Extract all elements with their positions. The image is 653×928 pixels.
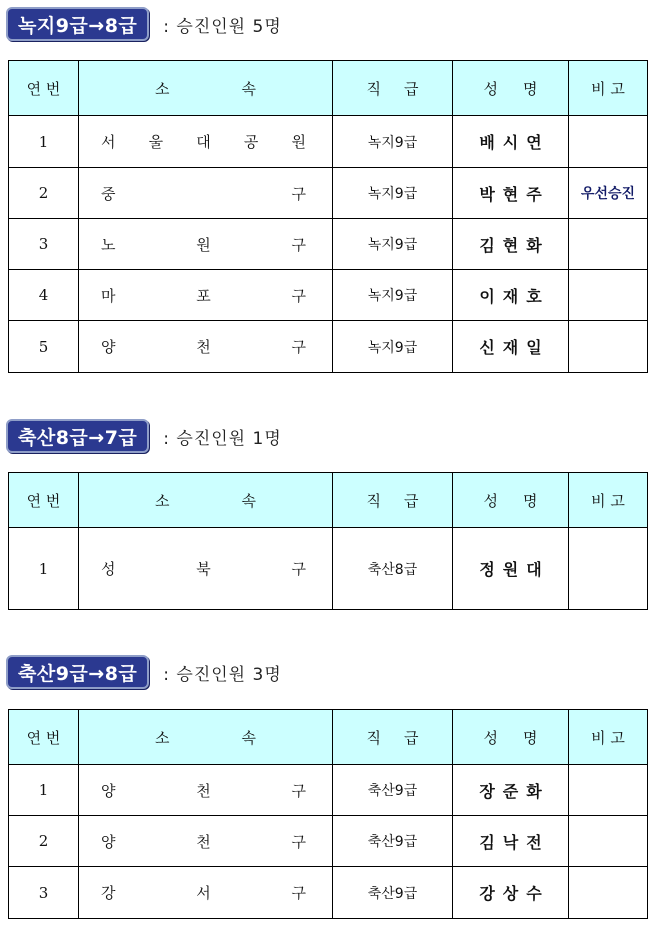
row-person-name <box>453 528 569 610</box>
row-note <box>569 116 648 168</box>
organization-name <box>79 183 332 204</box>
row-note <box>569 270 648 321</box>
row-grade-value: 녹지9급 <box>367 339 418 356</box>
table-header-row <box>9 61 648 116</box>
person-name-value: 박현주 <box>479 184 550 204</box>
row-grade <box>333 168 453 219</box>
header-name-label <box>453 78 568 99</box>
organization-char: 구 <box>291 338 306 356</box>
row-person-name <box>453 765 569 816</box>
header-no <box>9 61 79 116</box>
organization-name <box>79 882 332 903</box>
organization-char: 서 <box>196 884 211 902</box>
header-note <box>569 710 648 765</box>
organization-char: 서 <box>101 133 116 151</box>
header-note-label: 비 고 <box>591 728 625 747</box>
row-organization <box>79 168 333 219</box>
organization-name <box>79 234 332 255</box>
header-no <box>9 473 79 528</box>
header-name-char: 성 <box>483 728 498 747</box>
row-person-name <box>453 168 569 219</box>
header-org-label <box>79 490 332 511</box>
row-number <box>9 270 79 321</box>
organization-char: 성 <box>101 560 116 578</box>
table-row <box>9 168 648 219</box>
promotion-count: : 승진인원 5명 <box>163 16 282 37</box>
header-name-char: 명 <box>523 79 538 98</box>
row-grade-value: 녹지9급 <box>367 186 418 202</box>
row-number <box>9 321 79 373</box>
row-person-name <box>453 270 569 321</box>
organization-char: 원 <box>291 133 306 151</box>
row-organization <box>79 765 333 816</box>
table-row <box>9 116 648 168</box>
header-org-char: 소 <box>155 491 170 510</box>
row-organization <box>79 321 333 373</box>
row-number-value: 3 <box>38 883 49 902</box>
header-name-char: 성 <box>483 491 498 510</box>
person-name-value: 김현화 <box>479 235 550 255</box>
row-organization <box>79 867 333 919</box>
row-organization <box>79 270 333 321</box>
row-grade-value: 축산9급 <box>367 834 418 850</box>
row-number <box>9 528 79 610</box>
row-grade <box>333 528 453 610</box>
row-number-value: 4 <box>38 286 49 304</box>
row-number-value: 1 <box>38 559 49 578</box>
header-name-char: 명 <box>523 728 538 747</box>
header-org-char: 속 <box>241 491 256 510</box>
header-org-char: 속 <box>241 728 256 747</box>
row-number-value: 5 <box>38 337 49 356</box>
header-no <box>9 710 79 765</box>
row-number <box>9 116 79 168</box>
organization-char: 대 <box>196 133 211 151</box>
header-grade <box>333 61 453 116</box>
row-grade <box>333 270 453 321</box>
row-grade <box>333 321 453 373</box>
header-grade-label <box>333 490 452 511</box>
promotion-table <box>8 472 648 610</box>
header-org-char: 소 <box>155 79 170 98</box>
table-row <box>9 321 648 373</box>
person-name-value: 장준화 <box>479 781 550 801</box>
header-note <box>569 473 648 528</box>
table-row <box>9 528 648 610</box>
row-organization <box>79 528 333 610</box>
organization-name <box>79 831 332 852</box>
row-organization <box>79 816 333 867</box>
row-person-name <box>453 816 569 867</box>
header-grade-char: 급 <box>404 491 419 510</box>
section-title-badge: 녹지9급→8급 <box>6 7 149 41</box>
header-name-char: 성 <box>483 79 498 98</box>
header-name <box>453 473 569 528</box>
organization-name <box>79 336 332 357</box>
header-grade-char: 급 <box>404 728 419 747</box>
header-name-label <box>453 490 568 511</box>
organization-char: 원 <box>196 235 211 254</box>
row-grade <box>333 116 453 168</box>
promotion-table <box>8 60 648 373</box>
organization-char: 양 <box>101 338 116 356</box>
organization-char: 공 <box>243 133 259 151</box>
header-note-label: 비 고 <box>591 79 625 98</box>
header-name <box>453 710 569 765</box>
row-number-value: 2 <box>38 184 49 202</box>
organization-char: 마 <box>101 286 116 305</box>
row-grade-value: 축산8급 <box>367 561 418 578</box>
row-note <box>569 321 648 373</box>
row-person-name <box>453 867 569 919</box>
row-grade-value: 축산9급 <box>367 885 418 902</box>
row-grade-value: 녹지9급 <box>367 237 418 253</box>
row-grade <box>333 765 453 816</box>
organization-char: 구 <box>291 235 306 254</box>
row-number <box>9 816 79 867</box>
organization-char: 구 <box>291 884 306 902</box>
row-number-value: 1 <box>38 781 49 799</box>
organization-char: 구 <box>291 781 306 800</box>
table-row <box>9 816 648 867</box>
table-row <box>9 270 648 321</box>
header-org-label <box>79 78 332 99</box>
organization-char: 중 <box>101 184 116 203</box>
header-grade-char: 직 <box>366 79 381 98</box>
organization-char: 천 <box>196 338 211 356</box>
header-org-char: 속 <box>241 79 256 98</box>
note-value: 우선승진 <box>580 186 636 202</box>
organization-char: 북 <box>196 560 211 578</box>
header-grade-char: 직 <box>366 728 381 747</box>
organization-char: 천 <box>196 832 211 851</box>
section-title-badge: 축산8급→7급 <box>6 419 149 453</box>
person-name-value: 김낙전 <box>479 832 550 852</box>
person-name-value: 배시연 <box>479 133 550 152</box>
row-note <box>569 219 648 270</box>
row-number <box>9 168 79 219</box>
header-org <box>79 473 333 528</box>
organization-name <box>79 131 332 152</box>
person-name-value: 이재호 <box>479 286 550 306</box>
header-org-label <box>79 727 332 748</box>
organization-char: 구 <box>291 560 306 578</box>
header-grade <box>333 473 453 528</box>
row-number <box>9 867 79 919</box>
row-grade-value: 녹지9급 <box>367 134 418 151</box>
row-person-name <box>453 219 569 270</box>
row-grade <box>333 219 453 270</box>
promotion-table <box>8 709 648 919</box>
table-header-row <box>9 473 648 528</box>
header-no-label: 연 번 <box>26 728 61 747</box>
table-header-row <box>9 710 648 765</box>
organization-char: 울 <box>148 133 164 151</box>
header-name <box>453 61 569 116</box>
organization-char: 천 <box>196 781 211 800</box>
promotion-count: : 승진인원 3명 <box>163 664 282 685</box>
person-name-value: 신재일 <box>479 338 550 357</box>
row-number-value: 3 <box>38 235 49 253</box>
row-number-value: 2 <box>38 832 49 850</box>
header-grade-char: 직 <box>366 491 381 510</box>
promotion-count: : 승진인원 1명 <box>163 428 282 449</box>
organization-char: 강 <box>101 884 116 902</box>
table-row <box>9 867 648 919</box>
organization-char: 양 <box>101 832 116 851</box>
header-org <box>79 710 333 765</box>
section-title-row <box>6 654 282 690</box>
row-person-name <box>453 116 569 168</box>
person-name-value: 강상수 <box>479 884 550 903</box>
row-note <box>569 528 648 610</box>
row-grade <box>333 816 453 867</box>
row-note <box>569 867 648 919</box>
organization-char: 양 <box>101 781 116 800</box>
header-name-char: 명 <box>523 491 538 510</box>
row-number <box>9 765 79 816</box>
section-title-badge: 축산9급→8급 <box>6 655 149 689</box>
organization-char: 포 <box>196 286 211 305</box>
row-number <box>9 219 79 270</box>
header-grade <box>333 710 453 765</box>
organization-name <box>79 780 332 801</box>
header-name-label <box>453 727 568 748</box>
header-note-label: 비 고 <box>591 491 625 510</box>
row-note <box>569 765 648 816</box>
table-row <box>9 765 648 816</box>
header-grade-label <box>333 78 452 99</box>
row-note <box>569 816 648 867</box>
table-row <box>9 219 648 270</box>
organization-char: 구 <box>291 832 306 851</box>
organization-char: 구 <box>291 184 306 203</box>
organization-name <box>79 285 332 306</box>
organization-char: 구 <box>291 286 306 305</box>
row-organization <box>79 116 333 168</box>
header-no-label: 연 번 <box>26 79 61 98</box>
organization-name <box>79 558 332 579</box>
header-grade-char: 급 <box>404 79 419 98</box>
section-title-row <box>6 6 282 42</box>
row-note <box>569 168 648 219</box>
section-title-row <box>6 418 282 454</box>
row-number-value: 1 <box>38 132 49 151</box>
header-org <box>79 61 333 116</box>
row-person-name <box>453 321 569 373</box>
header-note <box>569 61 648 116</box>
row-grade-value: 축산9급 <box>367 783 418 799</box>
header-grade-label <box>333 727 452 748</box>
organization-char: 노 <box>101 235 116 254</box>
header-no-label: 연 번 <box>26 491 61 510</box>
row-organization <box>79 219 333 270</box>
person-name-value: 정원대 <box>479 560 550 579</box>
row-grade-value: 녹지9급 <box>367 288 418 304</box>
header-org-char: 소 <box>155 728 170 747</box>
row-grade <box>333 867 453 919</box>
